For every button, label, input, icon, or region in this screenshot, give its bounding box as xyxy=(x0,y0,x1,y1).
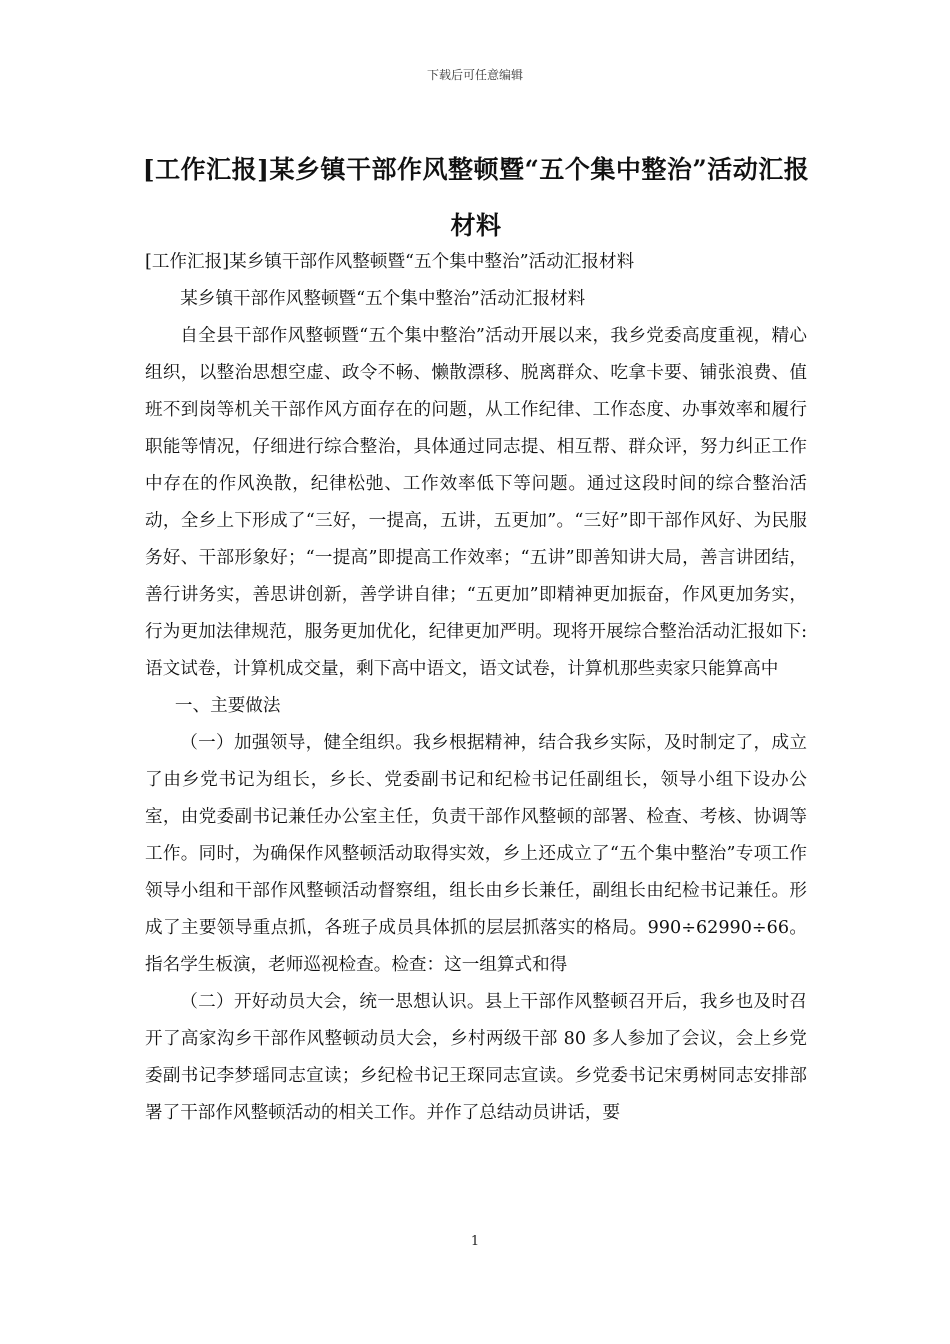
paragraph-2: 某乡镇干部作风整顿暨“五个集中整治”活动汇报材料 xyxy=(180,289,586,309)
document-title: [工作汇报]某乡镇干部作风整顿暨“五个集中整治”活动汇报材料 xyxy=(142,155,810,240)
document-body xyxy=(145,244,807,1132)
paragraph-1: [工作汇报]某乡镇干部作风整顿暨“五个集中整治”活动汇报材料 xyxy=(145,252,635,272)
paragraph-5: （二）开好动员大会，统一思想认识。县上干部作风整顿召开后，我乡也及时召开了高家沟乡干部作风整顿动员大会，乡村两级干部 80 多人参加了会议，会上乡党委副书记李梦瑶同志宣读；乡纪检书记王琛同志宣读。乡党委书记宋勇树同志安排部署了干部作风整顿活动的相关工作。并作了总结动员讲话，要 xyxy=(145,992,807,1123)
page-number: 1 xyxy=(470,1234,480,1249)
section-heading: 一、主要做法 xyxy=(174,696,281,716)
paragraph-4: （一）加强领导，健全组织。我乡根据精神，结合我乡实际，及时制定了，成立了由乡党书记为组长，乡长、党委副书记和纪检书记任副组长，领导小组下设办公室，由党委副书记兼任办公室主任，负责干部作风整顿的部署、检查、考核、协调等工作。同时，为确保作风整顿活动取得实效，乡上还成立了“五个集中整治”专项工作领导小组和干部作风整顿活动督察组，组长由乡长兼任，副组长由纪检书记兼任。形成了主要领导重点抓，各班子成员具体抓的层层抓落实的格局。990÷62990÷66。指名学生板演，老师巡视检查。检查：这一组算式和得 xyxy=(145,733,807,975)
header-note: 下载后可任意编辑 xyxy=(426,68,523,82)
paragraph-3: 自全县干部作风整顿暨“五个集中整治”活动开展以来，我乡党委高度重视，精心组织，以整治思想空虚、政令不畅、懒散漂移、脱离群众、吃拿卡要、铺张浪费、值班不到岗等机关干部作风方面存在的问题，从工作纪律、工作态度、办事效率和履行职能等情况，仔细进行综合整治，具体通过同志提、相互帮、群众评，努力纠正工作中存在的作风涣散，纪律松弛、工作效率低下等问题。通过这段时间的综合整治活动，全乡上下形成了“三好，一提高，五讲，五更加”。“三好”即干部作风好、为民服务好、干部形象好；“一提高”即提高工作效率；“五讲”即善知讲大局，善言讲团结，善行讲务实，善思讲创新，善学讲自律；“五更加”即精神更加振奋，作风更加务实，行为更加法律规范，服务更加优化，纪律更加严明。现将开展综合整治活动汇报如下:语文试卷，计算机成交量，剩下高中语文，语文试卷，计算机那些卖家只能算高中 xyxy=(145,326,807,679)
